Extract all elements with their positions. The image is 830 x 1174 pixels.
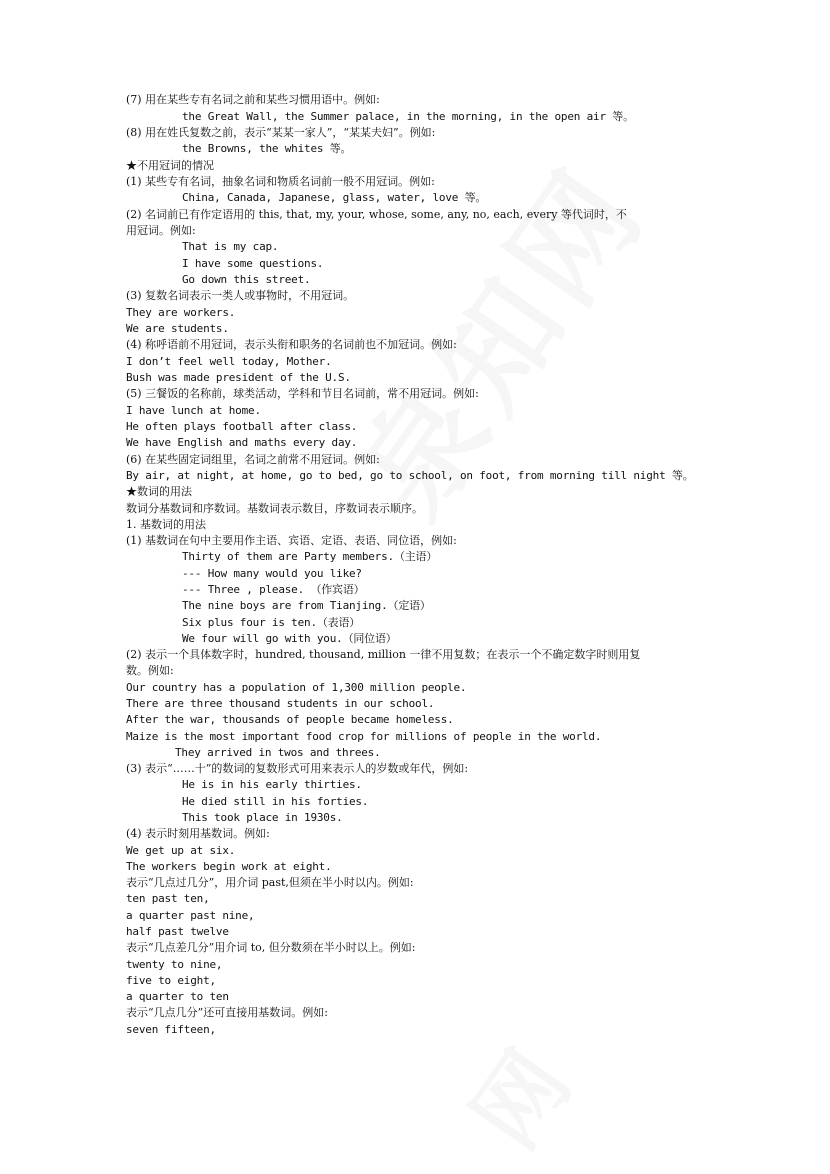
text-line: (3) 复数名词表示一类人或事物时，不用冠词。: [126, 289, 355, 302]
text-line: --- How many would you like?: [182, 567, 362, 580]
text-line: (1) 某些专有名词，抽象名词和物质名词前一般不用冠词。例如:: [126, 175, 435, 188]
text-line: I have lunch at home.: [126, 404, 261, 417]
text-line: We four will go with you.（同位语）: [182, 632, 397, 645]
text-line: (5) 三餐饭的名称前，球类活动，学科和节目名词前，常不用冠词。例如:: [126, 387, 479, 400]
text-line: 表示“几点差几分”用介词 to, 但分数须在半小时以上。例如:: [126, 941, 416, 954]
text-line: the Great Wall, the Summer palace, in the morning, in the open air 等。: [182, 110, 634, 123]
text-line: 1. 基数词的用法: [126, 518, 206, 531]
text-line: five to eight,: [126, 974, 216, 987]
text-line: (7) 用在某些专有名词之前和某些习惯用语中。例如:: [126, 93, 380, 106]
text-line: ★数词的用法: [126, 485, 192, 498]
text-line: The workers begin work at eight.: [126, 860, 332, 873]
text-line: (8) 用在姓氏复数之前，表示“某某一家人”，“某某夫妇”。例如:: [126, 126, 436, 139]
text-line: We get up at six.: [126, 844, 236, 857]
text-line: a quarter past nine,: [126, 909, 255, 922]
text-line: We have English and maths every day.: [126, 436, 358, 449]
text-line: seven fifteen,: [126, 1023, 216, 1036]
text-line: I have some questions.: [182, 257, 324, 270]
text-line: 表示“几点几分”还可直接用基数词。例如:: [126, 1006, 328, 1019]
text-line: the Browns, the whites 等。: [182, 142, 352, 155]
text-line: That is my cap.: [182, 240, 279, 253]
text-line: (4) 称呼语前不用冠词，表示头衔和职务的名词前也不加冠词。例如:: [126, 338, 457, 351]
text-line: (1) 基数词在句中主要用作主语、宾语、定语、表语、同位语，例如:: [126, 534, 457, 547]
text-line: 数词分基数词和序数词。基数词表示数目，序数词表示顺序。: [126, 502, 423, 515]
text-line: 表示“几点过几分”，用介词 past,但须在半小时以内。例如:: [126, 876, 414, 889]
text-line: Six plus four is ten.（表语）: [182, 616, 361, 629]
text-line: He died still in his forties.: [182, 795, 369, 808]
text-line: He often plays football after class.: [126, 420, 358, 433]
text-line: ★不用冠词的情况: [126, 159, 214, 172]
text-line: They arrived in twos and threes.: [175, 746, 381, 759]
text-line: There are three thousand students in our school.: [126, 697, 435, 710]
text-line: 数。例如:: [126, 664, 174, 677]
text-line: Go down this street.: [182, 273, 311, 286]
text-line: After the war, thousands of people became homeless.: [126, 713, 454, 726]
text-line: He is in his early thirties.: [182, 778, 362, 791]
text-line: twenty to nine,: [126, 958, 223, 971]
text-line: (2) 表示一个具体数字时，hundred, thousand, million 一律不用复数；在表示一个不确定数字时则用复: [126, 648, 641, 661]
text-line: a quarter to ten: [126, 990, 229, 1003]
text-line: ten past ten,: [126, 892, 210, 905]
text-line: Thirty of them are Party members.（主语）: [182, 550, 438, 563]
text-line: We are students.: [126, 322, 229, 335]
text-line: I don’t feel well today, Mother.: [126, 355, 332, 368]
text-line: (3) 表示“……十”的数词的复数形式可用来表示人的岁数或年代，例如:: [126, 762, 469, 775]
text-line: --- Three , please. （作宾语）: [182, 583, 365, 596]
text-line: China, Canada, Japanese, glass, water, love 等。: [182, 191, 487, 204]
text-line: By air, at night, at home, go to bed, go to school, on foot, from morning till night 等。: [126, 469, 694, 482]
text-line: They are workers.: [126, 306, 236, 319]
text-line: Maize is the most important food crop for millions of people in the world.: [126, 730, 602, 743]
text-line: (2) 名词前已有作定语用的 this, that, my, your, whose, some, any, no, each, every 等代词时，不: [126, 208, 627, 221]
text-line: (6) 在某些固定词组里，名词之前常不用冠词。例如:: [126, 453, 380, 466]
text-line: (4) 表示时刻用基数词。例如:: [126, 827, 270, 840]
text-line: Bush was made president of the U.S.: [126, 371, 351, 384]
text-line: 用冠词。例如:: [126, 224, 196, 237]
text-line: The nine boys are from Tianjing.（定语）: [182, 599, 431, 612]
text-line: half past twelve: [126, 925, 229, 938]
text-line: This took place in 1930s.: [182, 811, 343, 824]
text-line: Our country has a population of 1,300 million people.: [126, 681, 467, 694]
